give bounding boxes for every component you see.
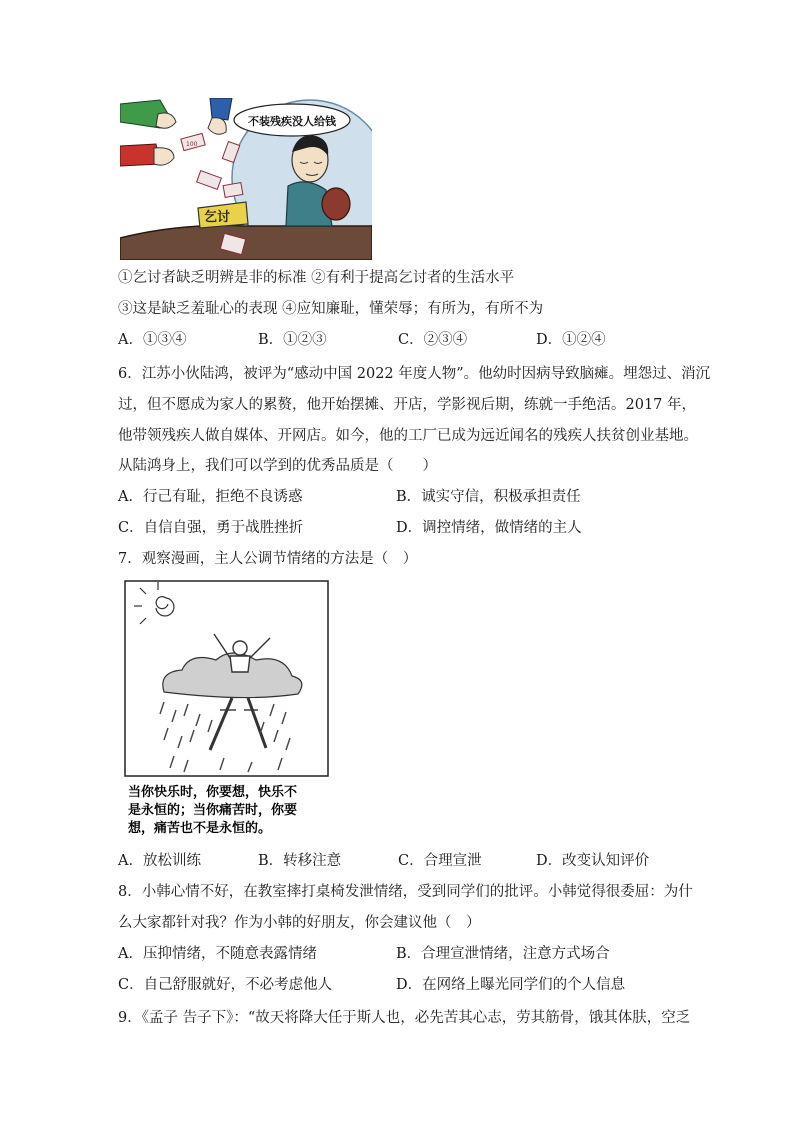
ground bbox=[120, 226, 372, 261]
q6-line-4: 从陆鸿身上，我们可以学到的优秀品质是（ ） bbox=[118, 458, 437, 474]
q5-option-a[interactable]: A．①③④ bbox=[118, 332, 187, 348]
q6-option-c[interactable]: C．自信自强，勇于战胜挫折 bbox=[118, 520, 304, 536]
hand-left bbox=[156, 113, 176, 128]
q6-line-2: 过，但不愿成为家人的累赘，他开始摆摊、开店，学影视后期，练就一手绝活。2017 年， bbox=[118, 397, 697, 413]
q5-option-b[interactable]: B．①②③ bbox=[258, 332, 327, 348]
q8-option-a[interactable]: A．压抑情绪，不随意表露情绪 bbox=[118, 946, 317, 962]
q7-stem: 7．观察漫画，主人公调节情绪的方法是（ ） bbox=[118, 551, 418, 567]
q5-option-c[interactable]: C．②③④ bbox=[398, 332, 468, 348]
rain-cartoon bbox=[124, 580, 329, 837]
q8-line-2: 么大家都针对我？作为小韩的好朋友，你会建议他（ ） bbox=[118, 915, 481, 931]
caption-line-2: 是永恒的；当你痛苦时，你要 bbox=[128, 803, 298, 818]
q5-statement-1: ①乞讨者缺乏明辨是非的标准 ②有利于提高乞讨者的生活水平 bbox=[118, 270, 515, 286]
blue-sleeve bbox=[210, 98, 232, 120]
q6-option-a[interactable]: A．行己有耻，拒绝不良诱惑 bbox=[118, 489, 303, 505]
q8-line-1: 8．小韩心情不好，在教室摔打桌椅发泄情绪，受到同学们的批评。小韩觉得很委屈：为什 bbox=[118, 884, 693, 900]
begging-cartoon bbox=[120, 98, 372, 260]
q6-option-d[interactable]: D．调控情绪，做情绪的主人 bbox=[396, 520, 582, 536]
q8-option-d[interactable]: D．在网络上曝光同学们的个人信息 bbox=[396, 977, 626, 993]
caption-line-3: 想，痛苦也不是永恒的。 bbox=[128, 821, 272, 836]
q7-option-b[interactable]: B．转移注意 bbox=[258, 853, 342, 869]
q8-option-c[interactable]: C．自己舒服就好，不必考虑他人 bbox=[118, 977, 333, 993]
q9-line-1: 9．《孟子 告子下》：“故天将降大任于斯人也，必先苦其心志，劳其筋骨，饿其体肤，空乏 bbox=[118, 1010, 691, 1026]
q5-statement-2: ③这是缺乏羞耻心的表现 ④应知廉耻，懂荣辱；有所为，有所不为 bbox=[118, 301, 544, 317]
q6-line-1: 6．江苏小伙陆鸿，被评为“感动中国 2022 年度人物”。他幼时因病导致脑瘫。埋怨过、消沉 bbox=[118, 366, 711, 382]
hand-lower bbox=[154, 148, 174, 165]
q6-line-3: 他带领残疾人做自媒体、开网店。如今，他的工厂已成为远近闻名的残疾人扶贫创业基地。 bbox=[118, 428, 698, 444]
q7-option-a[interactable]: A．放松训练 bbox=[118, 853, 201, 869]
speech-text: 不装残疾没人给钱 bbox=[248, 115, 336, 128]
money-label: 100 bbox=[186, 141, 198, 148]
q8-option-b[interactable]: B．合理宣泄情绪，注意方式场合 bbox=[396, 946, 610, 962]
q7-option-c[interactable]: C．合理宣泄 bbox=[398, 853, 482, 869]
sign-text: 乞讨 bbox=[204, 210, 231, 225]
hand-top bbox=[208, 118, 226, 134]
caption-line-1: 当你快乐时，你要想，快乐不 bbox=[128, 785, 298, 800]
q7-option-d[interactable]: D．改变认知评价 bbox=[536, 853, 650, 869]
q6-option-b[interactable]: B．诚实守信，积极承担责任 bbox=[396, 489, 581, 505]
q5-option-d[interactable]: D．①②④ bbox=[536, 332, 606, 348]
